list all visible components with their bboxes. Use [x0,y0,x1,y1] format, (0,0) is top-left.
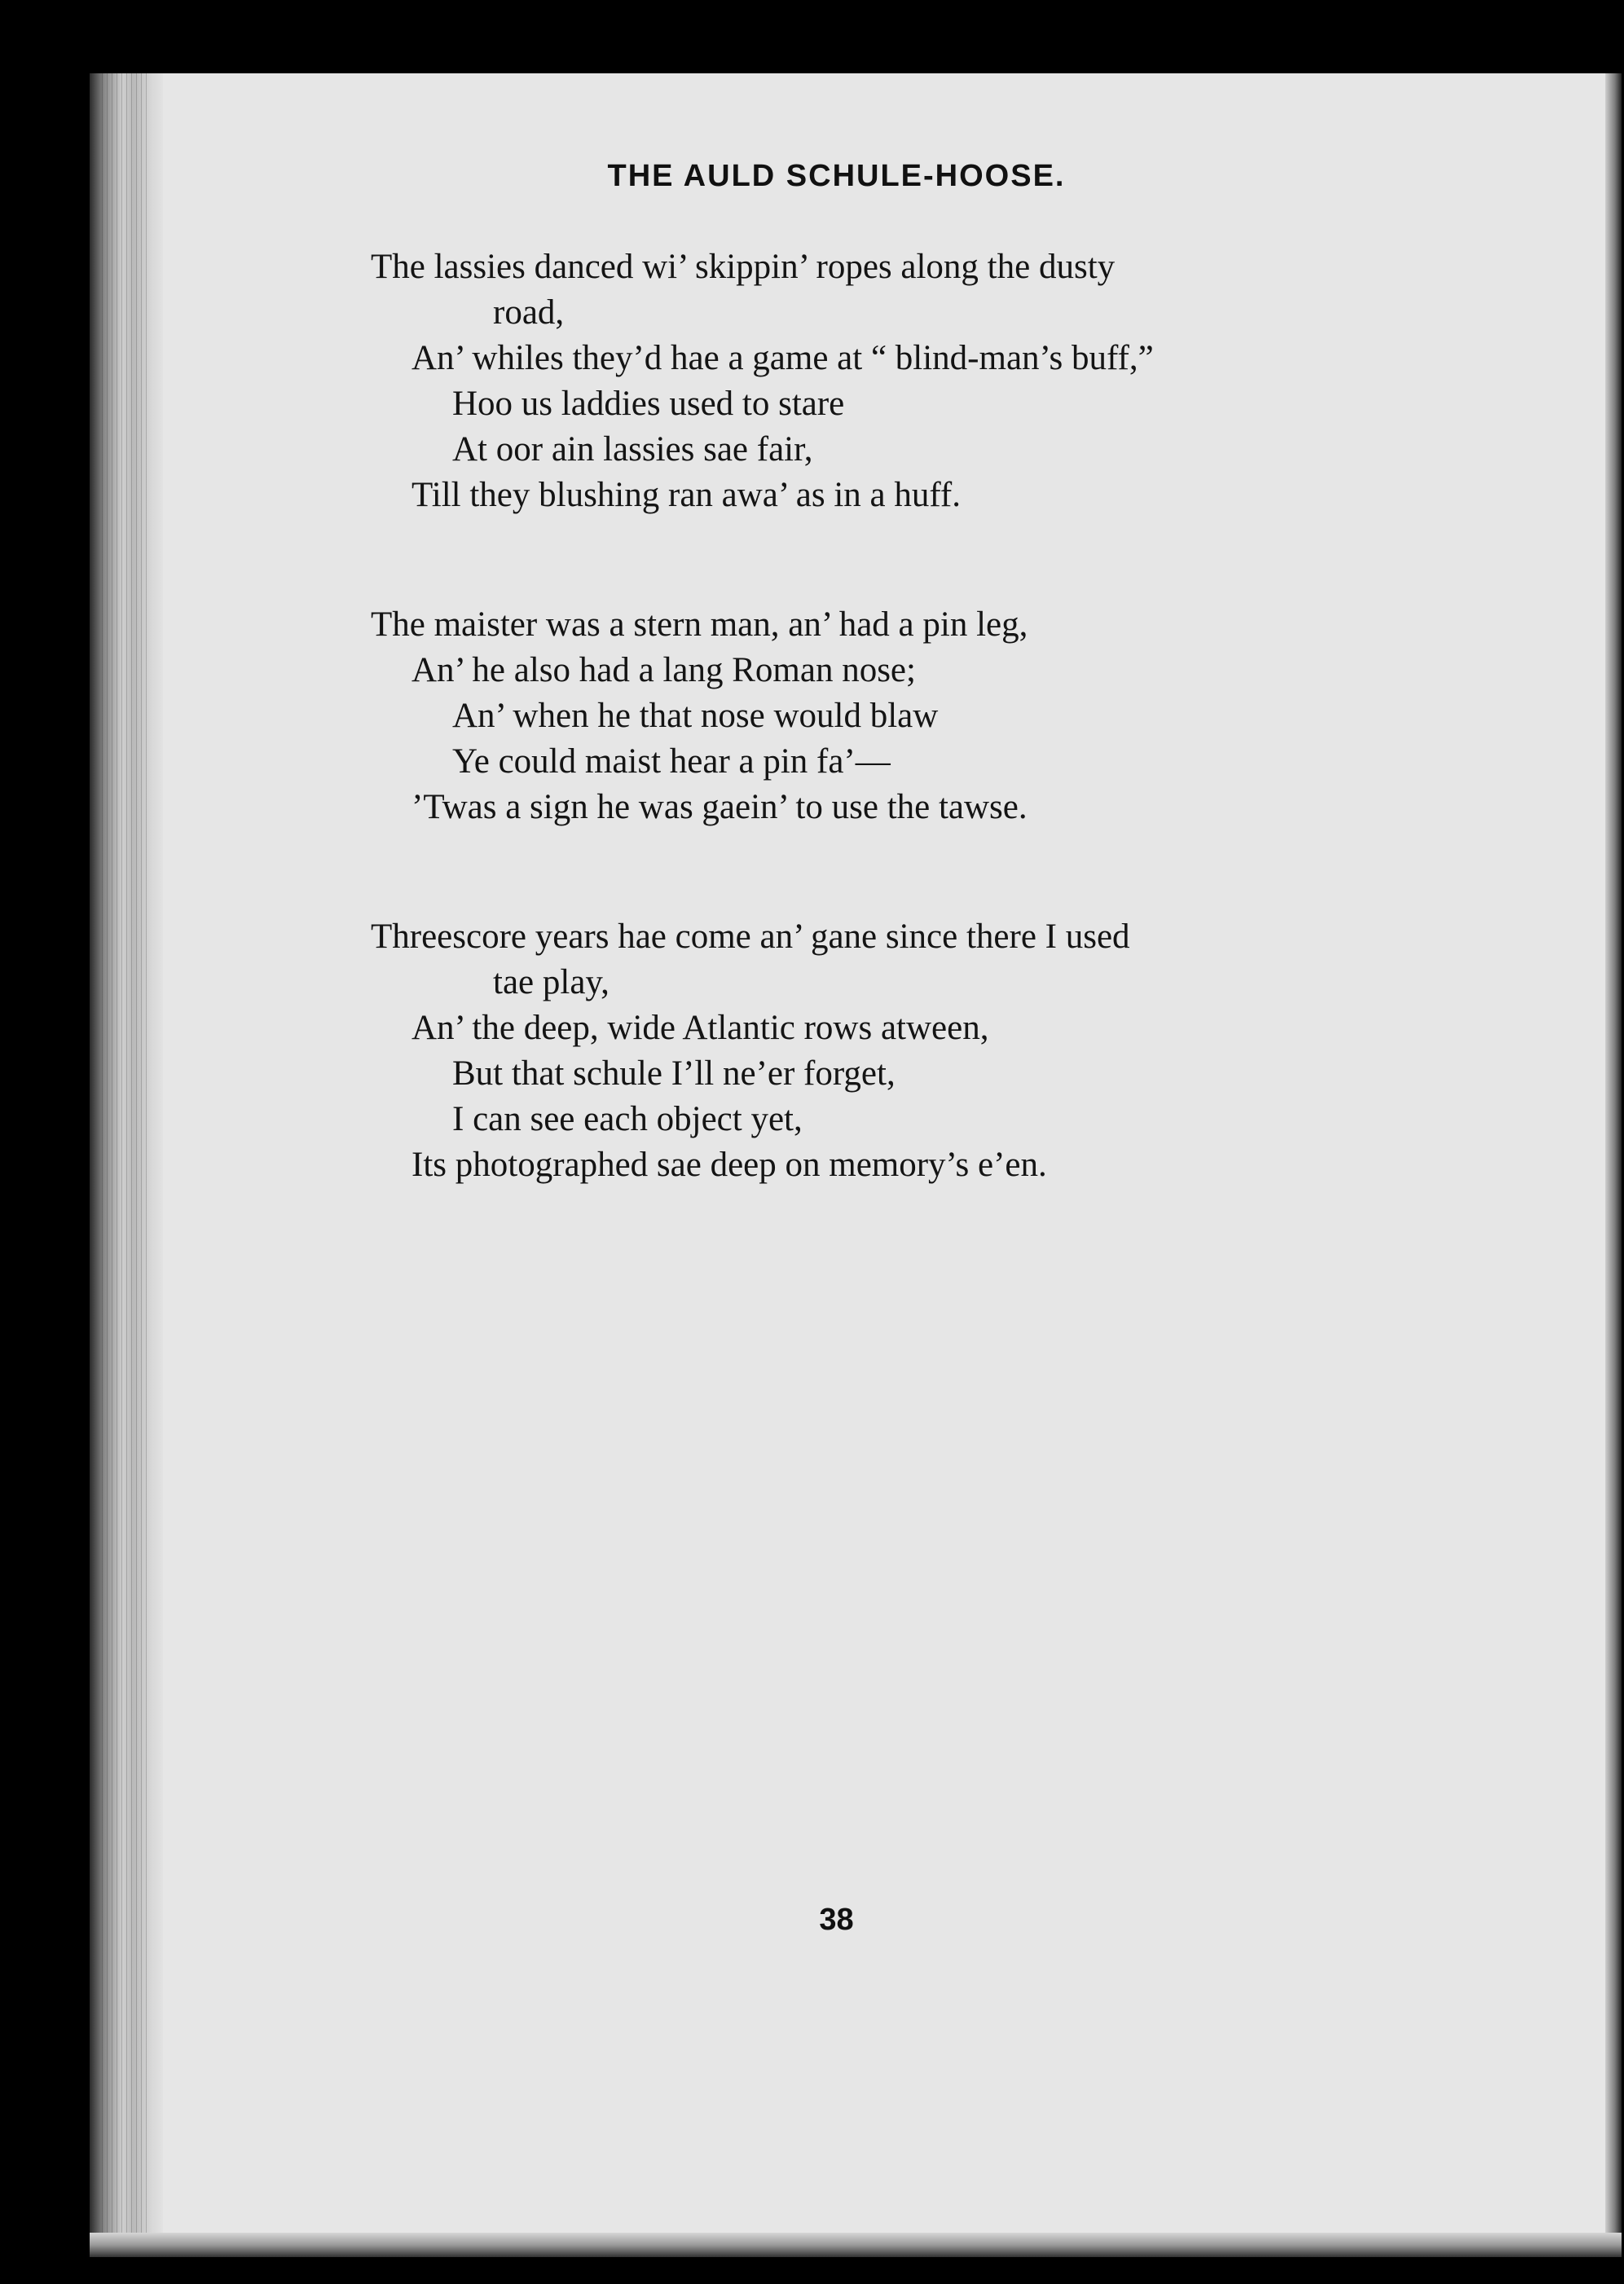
stanza-1 [371,244,1430,518]
poem-line: An’ he also had a lang Roman nose; [412,651,916,689]
poem-line: An’ when he that nose would blaw [452,697,939,735]
poem-line: Its photographed sae deep on memory’s e’en. [412,1146,1047,1184]
poem-line: Till they blushing ran awa’ as in a huff. [412,476,961,514]
poem-line: But that schule I’ll ne’er forget, [452,1054,896,1093]
poem-line: Threescore years hae come an’ gane since there I used [371,918,1130,956]
poem-line: Hoo us laddies used to stare [452,385,845,423]
poem-line: The maister was a stern man, an’ had a pin leg, [371,605,1028,644]
page-edge-bottom [90,2233,1622,2257]
poem-line: Ye could maist hear a pin fa’— [452,742,891,781]
poem-line: At oor ain lassies sae fair, [452,430,813,469]
stanza-3 [371,914,1430,1188]
poem-line: tae play, [493,963,610,1001]
poem-line: I can see each object yet, [452,1100,803,1138]
poem-line: road, [493,293,565,332]
stanza-2 [371,602,1430,830]
running-head: THE AULD SCHULE-HOOSE. [607,159,1066,193]
poem-line: The lassies danced wi’ skippin’ ropes along the dusty [371,248,1116,286]
poem [371,244,1430,1272]
poem-line: An’ whiles they’d hae a game at “ blind-man’s buff,” [412,339,1154,377]
poem-line: An’ the deep, wide Atlantic rows atween, [412,1009,989,1047]
page-number: 38 [819,1903,854,1937]
poem-line: ’Twas a sign he was gaein’ to use the tawse. [412,788,1028,826]
